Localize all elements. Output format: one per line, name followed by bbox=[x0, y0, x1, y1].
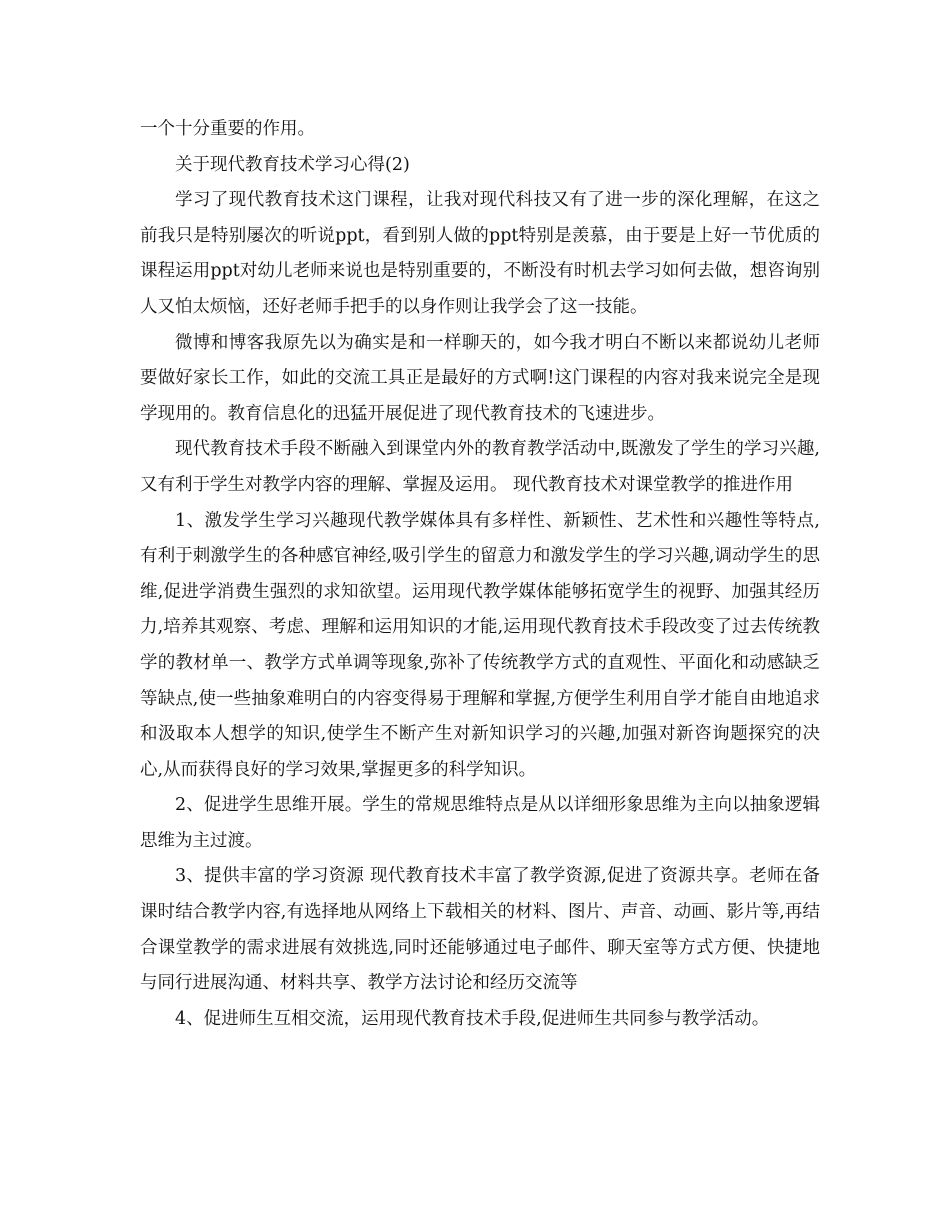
paragraph: 学习了现代教育技术这门课程，让我对现代科技又有了进一步的深化理解，在这之前我只是特别屡次的听说ppt，看到别人做的ppt特别是羡慕，由于要是上好一节优质的课程运用ppt对幼儿老师来说也是特别重要的，不断没有时机去学习如何去做，想咨询别人又怕太烦恼，还好老师手把手的以身作则让我学会了这一技能。 bbox=[140, 190, 820, 317]
paragraph: 现代教育技术手段不断融入到课堂内外的教育教学活动中,既激发了学生的学习兴趣,又有利于学生对教学内容的理解、掌握及运用。 现代教育技术对课堂教学的推进作用 bbox=[140, 439, 820, 495]
section-heading: 关于现代教育技术学习心得(2) bbox=[175, 154, 410, 175]
paragraph-continuation: 一个十分重要的作用。 bbox=[140, 119, 315, 139]
document-body bbox=[140, 112, 820, 1037]
list-item-paragraph: 4、促进师生互相交流，运用现代教育技术手段,促进师生共同参与教学活动。 bbox=[175, 1008, 770, 1029]
paragraph: 微博和博客我原先以为确实是和一样聊天的，如今我才明白不断以来都说幼儿老师要做好家长工作，如此的交流工具正是最好的方式啊!这门课程的内容对我来说完全是现学现用的。教育信息化的迅猛开展促进了现代教育技术的飞速进步。 bbox=[140, 332, 820, 424]
list-item-paragraph: 3、提供丰富的学习资源 现代教育技术丰富了教学资源,促进了资源共享。老师在备课时结合教学内容,有选择地从网络上下载相关的材料、图片、声音、动画、影片等,再结合课堂教学的需求进展有效挑选,同时还能够通过电子邮件、聊天室等方式方便、快捷地与同行进展沟通、材料共享、教学方法讨论和经历交流等 bbox=[140, 866, 820, 994]
list-item-paragraph: 1、激发学生学习兴趣现代教学媒体具有多样性、新颖性、艺术性和兴趣性等特点,有利于刺激学生的各种感官神经,吸引学生的留意力和激发学生的学习兴趣,调动学生的思维,促进学消费生强烈的求知欲望。运用现代教学媒体能够拓宽学生的视野、加强其经历力,培养其观察、考虑、理解和运用知识的才能,运用现代教育技术手段改变了过去传统教学的教材单一、教学方式单调等现象,弥补了传统教学方式的直观性、平面化和动感缺乏等缺点,使一些抽象难明白的内容变得易于理解和掌握,方便学生利用自学才能自由地追求和汲取本人想学的知识,使学生不断产生对新知识学习的兴趣,加强对新咨询题探究的决心,从而获得良好的学习效果,掌握更多的科学知识。 bbox=[140, 510, 820, 780]
list-item-paragraph: 2、促进学生思维开展。学生的常规思维特点是从以详细形象思维为主向以抽象逻辑思维为主过渡。 bbox=[140, 795, 820, 851]
